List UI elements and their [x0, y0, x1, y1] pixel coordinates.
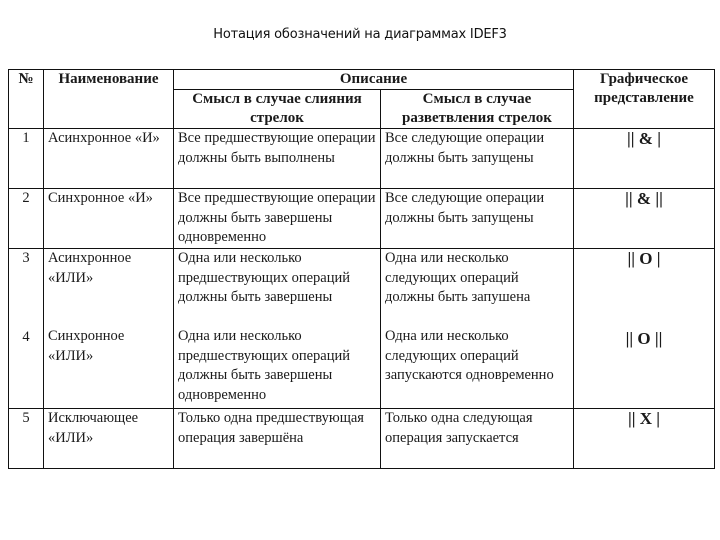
slide-title: Нотация обозначений на диаграммах IDEF3 [213, 27, 507, 42]
row-branch-meaning: Одна или несколько следующих операций запускаются одновременно [385, 328, 554, 383]
row-name-pair [44, 249, 174, 409]
header-graphic: Графическое представление [574, 70, 715, 129]
row-branch-meaning: Все следующие операции должны быть запущены [381, 129, 574, 189]
graphic-symbol: || X | [627, 409, 660, 428]
row-branch-meaning: Все следующие операции должны быть запущены [381, 189, 574, 249]
row-merge-meaning: Все предшествующие операции должны быть выполнены [174, 129, 381, 189]
row-branch-meaning: Только одна следующая операция запускается [381, 409, 574, 469]
row-name: Асинхронное «И» [44, 129, 174, 189]
row-name: Асинхронное «ИЛИ» [48, 250, 132, 286]
row-number: 3 [22, 250, 30, 266]
row-merge-meaning: Одна или несколько предшествующих операций должны быть завершены одновременно [178, 328, 351, 403]
graphic-symbol: || & | [627, 129, 661, 148]
table-row [9, 189, 715, 249]
header-number: № [9, 70, 44, 129]
row-number: 4 [22, 328, 30, 345]
idef3-notation-table [8, 69, 715, 469]
table-row [9, 129, 715, 189]
table-row [9, 409, 715, 469]
row-branch-meaning: Одна или несколько следующих операций должны быть запушена [385, 250, 531, 305]
row-branch-meaning-pair [381, 249, 574, 409]
junction-symbols-or [574, 249, 715, 409]
junction-symbol-xor [574, 409, 715, 469]
header-merge-meaning: Смысл в случае слияния стрелок [174, 90, 381, 129]
row-number: 2 [9, 189, 44, 249]
row-number-pair [9, 249, 44, 409]
junction-symbol-sync-and [574, 189, 715, 249]
row-merge-meaning: Только одна предшествующая операция завершёна [174, 409, 381, 469]
table-row-merged [9, 249, 715, 409]
row-name: Синхронное «ИЛИ» [48, 328, 125, 364]
row-merge-meaning: Одна или несколько предшествующих операций должны быть завершены [178, 250, 351, 305]
header-name: Наименование [44, 70, 174, 129]
row-number: 5 [9, 409, 44, 469]
row-merge-meaning-pair [174, 249, 381, 409]
row-number: 1 [9, 129, 44, 189]
junction-symbol-async-and [574, 129, 715, 189]
header-row [9, 70, 715, 90]
row-merge-meaning: Все предшествующие операции должны быть завершены одновременно [174, 189, 381, 249]
graphic-symbol: || & || [625, 189, 663, 208]
graphic-symbol-sync-or: || O || [625, 329, 663, 348]
header-description: Описание [174, 70, 574, 90]
row-name: Исключающее «ИЛИ» [44, 409, 174, 469]
row-name: Синхронное «И» [44, 189, 174, 249]
header-branch-meaning: Смысл в случае разветвления стрелок [381, 90, 574, 129]
graphic-symbol-async-or: || O | [627, 249, 661, 268]
